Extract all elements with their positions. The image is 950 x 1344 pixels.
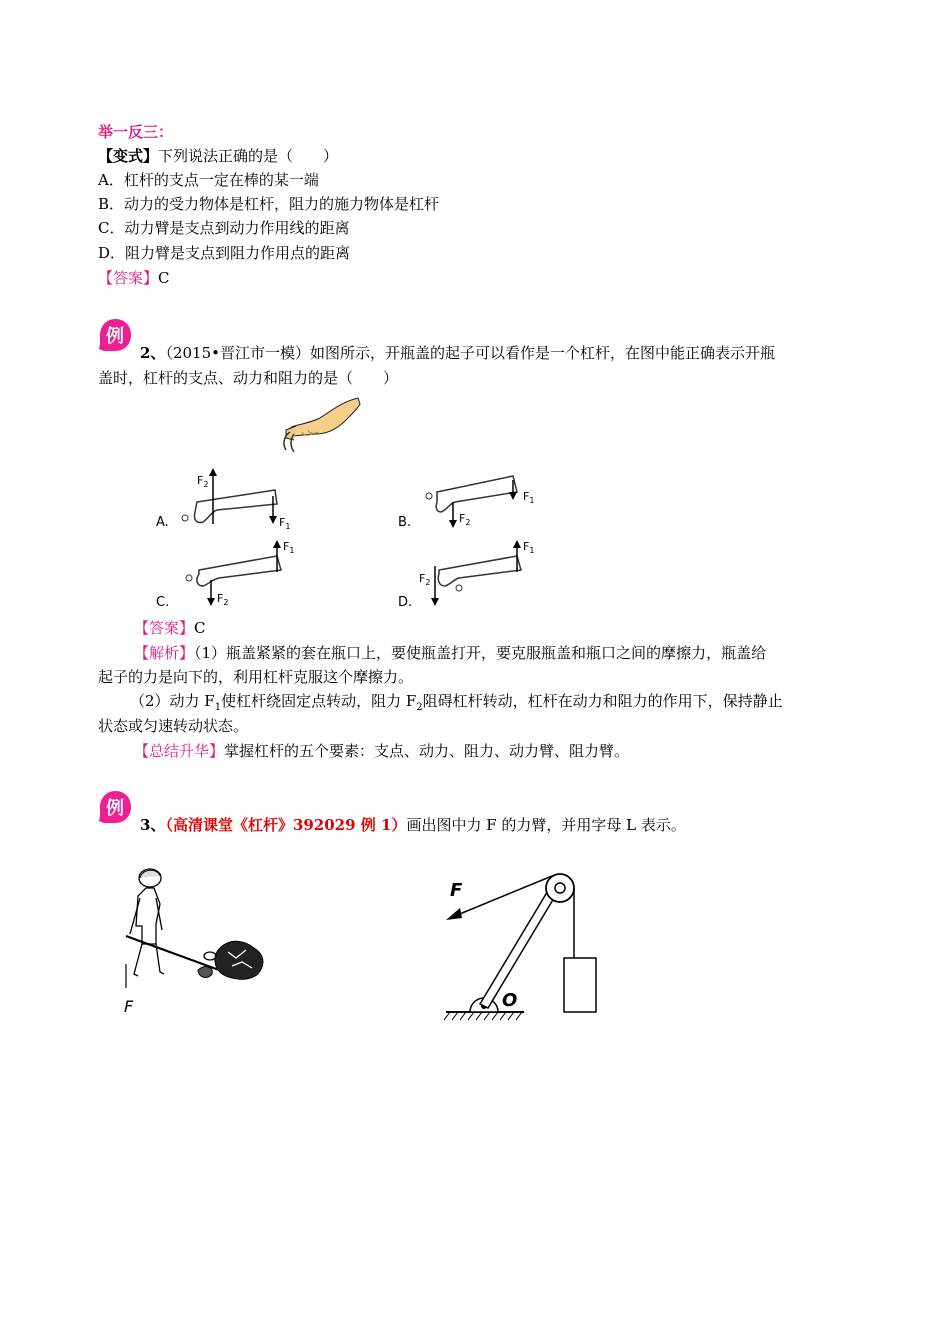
- example2-text: （2015•晋江市一模）如图所示，开瓶盖的起子可以看作是一个杠杆，在图中能正确表示开瓶: [165, 344, 775, 362]
- choice-a-f2: $F_2$: [197, 474, 209, 489]
- example3-source: （高清课堂《杠杆》392029 例 1）: [165, 816, 407, 834]
- example2-number: 2、: [140, 344, 166, 362]
- option-b: B．动力的受力物体是杠杆，阻力的施力物体是杠杆: [98, 195, 440, 213]
- choice-d-figure: [419, 540, 534, 606]
- variant-question: [98, 146, 338, 166]
- analysis-1a: [134, 643, 766, 663]
- example3-number: 3、: [140, 816, 166, 834]
- variant-question-text: 下列说法正确的是（ ）: [158, 147, 339, 165]
- fig2-force-label: F: [450, 880, 463, 901]
- badge-char: 例: [106, 326, 124, 347]
- option-d: D．阻力臂是支点到阻力作用点的距离: [98, 244, 351, 262]
- pulley-lever-figure: [440, 866, 610, 1026]
- example2-answer: [134, 618, 206, 638]
- example2-line2: 盖时，杠杆的支点、动力和阻力的是（ ）: [98, 369, 399, 387]
- example2-answer-value: C: [194, 619, 206, 637]
- option-c: C．动力臂是支点到动力作用线的距离: [98, 219, 350, 237]
- example-badge-icon-2: [98, 790, 132, 824]
- example2-line1: [140, 343, 775, 363]
- hand-opener-figure: [272, 392, 362, 462]
- example3-prompt: 画出图中力 F 的力臂，并用字母 L 表示。: [406, 816, 686, 834]
- choice-b-f1: $F_1$: [523, 490, 535, 505]
- choices-figure: [145, 462, 555, 620]
- choice-d-f1: $F_1$: [523, 540, 535, 555]
- answer-label: 【答案】: [98, 269, 159, 287]
- analysis-2a: （2）动力 $F_1$使杠杆绕固定点转动，阻力 $F_2$阻碍杠杆转动，杠杆在动力和阻力的作用下，保持静止: [130, 692, 783, 713]
- variant-label: 【变式】: [98, 147, 159, 165]
- choice-a-letter: A.: [156, 515, 169, 530]
- analysis-1a-text: （1）瓶盖紧紧的套在瓶口上，要使瓶盖打开，要克服瓶盖和瓶口之间的摩擦力，瓶盖给: [194, 644, 767, 662]
- crowbar-figure: [112, 864, 282, 1020]
- answer-value: C: [158, 269, 170, 287]
- section-heading: 举一反三：: [98, 123, 174, 141]
- analysis-1b: 起子的力是向下的，利用杠杆克服这个摩擦力。: [98, 668, 414, 686]
- example3-line: [140, 815, 686, 835]
- choice-a-f1: $F_1$: [279, 516, 291, 531]
- choice-c-letter: C.: [156, 595, 170, 610]
- summary: [134, 741, 629, 761]
- choice-b-f2: $F_2$: [459, 512, 471, 527]
- choice-b-figure: [426, 476, 534, 528]
- choice-b-letter: B.: [398, 515, 412, 530]
- analysis-label: 【解析】: [134, 644, 195, 662]
- variant-answer: [98, 268, 170, 288]
- fig1-force-label: F: [124, 997, 134, 1016]
- choice-c-f2: $F_2$: [217, 592, 229, 607]
- summary-label: 【总结升华】: [134, 742, 225, 760]
- choice-c-f1: $F_1$: [283, 540, 295, 555]
- example-badge-icon: [98, 318, 132, 352]
- analysis-2b: 状态或匀速转动状态。: [98, 717, 249, 735]
- badge-char-2: 例: [106, 798, 124, 819]
- example2-answer-label: 【答案】: [134, 619, 195, 637]
- choice-a-figure: [182, 468, 290, 531]
- option-a: A．杠杆的支点一定在棒的某一端: [98, 171, 319, 189]
- choice-d-f2: $F_2$: [419, 572, 431, 587]
- choice-c-figure: [186, 540, 294, 607]
- summary-text: 掌握杠杆的五个要素：支点、动力、阻力、动力臂、阻力臂。: [224, 742, 630, 760]
- fig2-pivot-label: O: [502, 990, 518, 1011]
- choice-d-letter: D.: [398, 595, 413, 610]
